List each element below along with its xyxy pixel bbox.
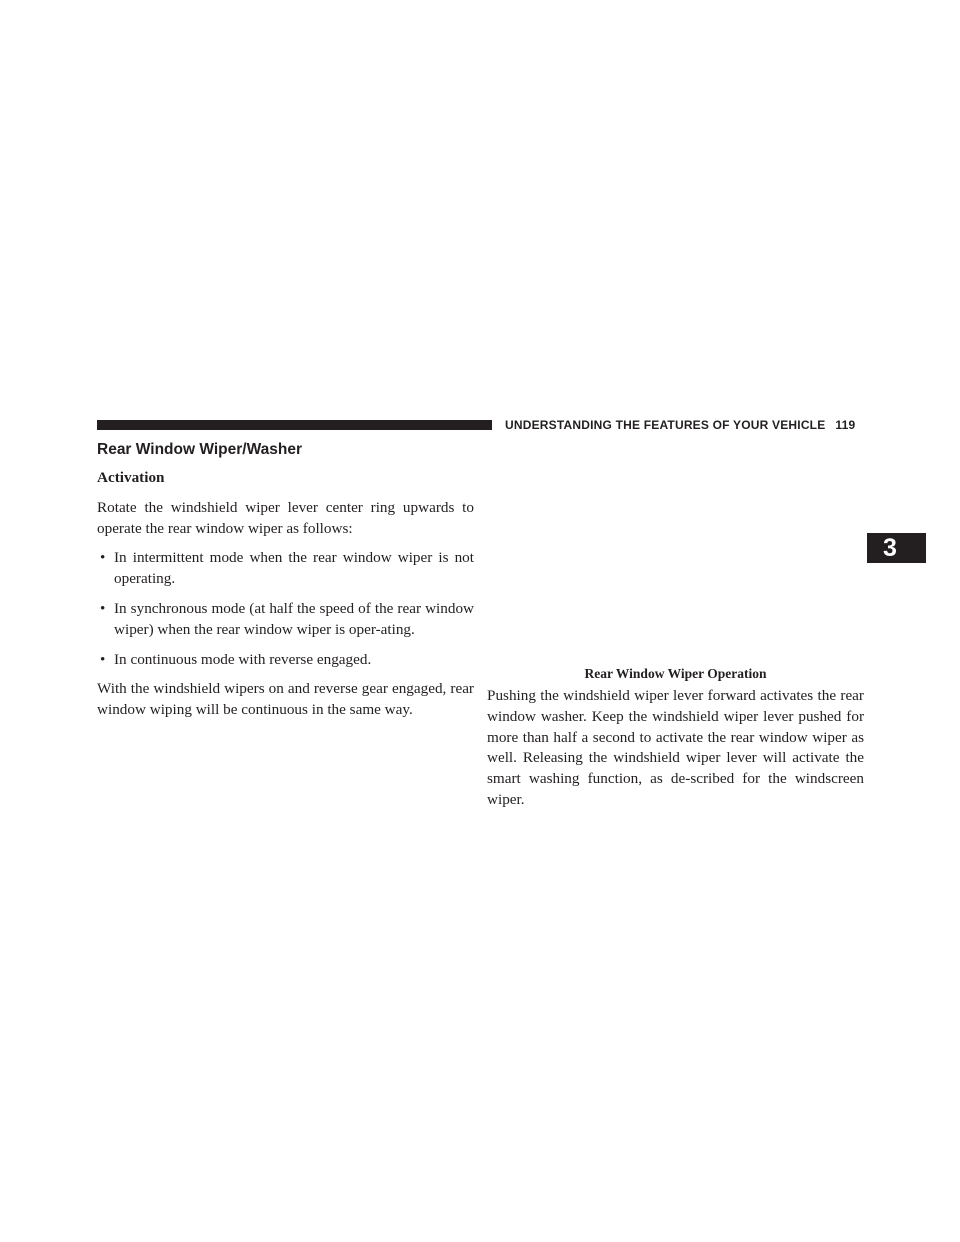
list-item (97, 548, 474, 590)
bullet-icon: • (100, 549, 106, 567)
page-number: 119 (835, 418, 856, 432)
section-title: Rear Window Wiper/Washer (97, 441, 302, 458)
closing-paragraph: With the windshield wipers on and reverse gear engaged, rear window wiping will be continuous in the same way. (97, 680, 474, 719)
washer-paragraph: Pushing the windshield wiper lever forward activates the rear window washer. Keep the windshield wiper lever pushed for more than half a second to activate the rear window wiper as well. Releasing the windshield wiper lever will activate the smart washing function, as de-scribed for the windscreen wiper. (487, 687, 864, 808)
mode-list (97, 548, 474, 670)
left-column (97, 440, 474, 730)
bullet-icon: • (100, 599, 106, 617)
figure-caption: Rear Window Wiper Operation (584, 666, 767, 681)
list-item-text: In continuous mode with reverse engaged. (114, 650, 372, 668)
chapter-tab: 3 (867, 533, 926, 563)
running-head-title: UNDERSTANDING THE FEATURES OF YOUR VEHICLE (505, 418, 826, 432)
right-column (487, 665, 864, 820)
header-rule (97, 420, 492, 430)
running-head (505, 418, 865, 432)
list-item-text: In synchronous mode (at half the speed of the rear window wiper) when the rear window wiper is oper-ating. (114, 599, 474, 638)
list-item (97, 599, 474, 641)
intro-paragraph: Rotate the windshield wiper lever center ring upwards to operate the rear window wiper as follows: (97, 498, 474, 537)
subheading-activation: Activation (97, 469, 165, 486)
list-item-text: In intermittent mode when the rear window wiper is not operating. (114, 549, 474, 588)
list-item (97, 650, 474, 671)
bullet-icon: • (100, 650, 106, 668)
